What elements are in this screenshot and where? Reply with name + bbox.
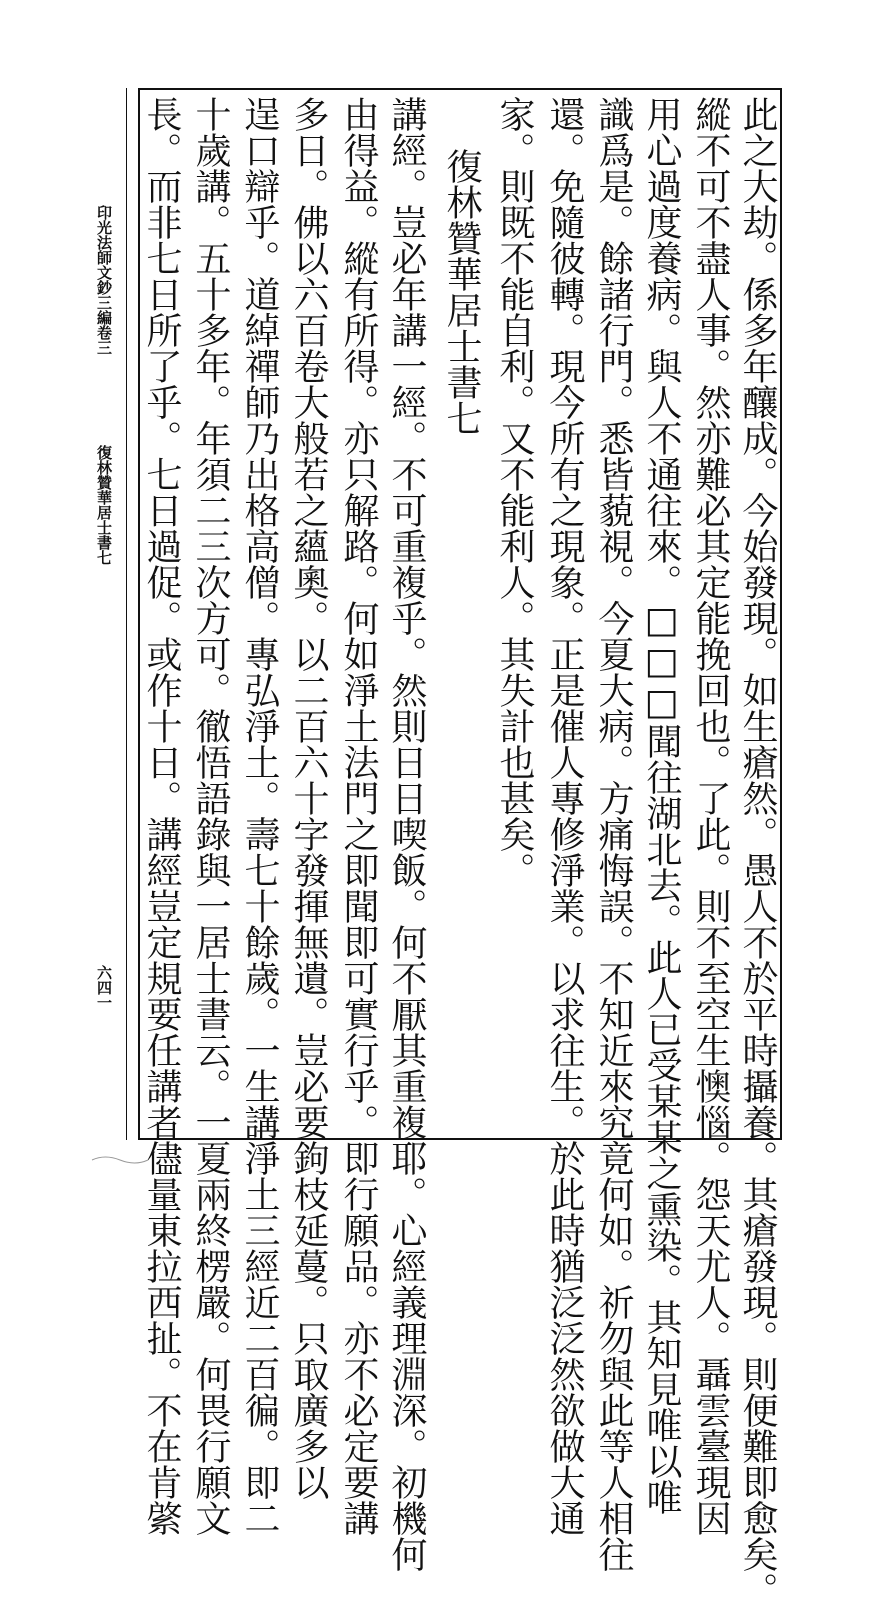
- margin-divider: [126, 88, 127, 1140]
- bottom-fold-mark: [90, 1150, 150, 1170]
- text-column-3: 用心過度養病。與人不通往來。□□□聞往湖北去。此人已受某某之熏染。其知見唯以唯: [641, 96, 682, 1515]
- letter-heading: 復林贊華居士書七: [441, 148, 482, 436]
- text-column-6: 家。則既不能自利。又不能利人。其失計也甚矣。: [494, 96, 535, 888]
- margin-page-number: 六四一: [95, 965, 113, 1010]
- text-column-5: 還。免隨彼轉。現今所有之現象。正是催人專修淨業。以求往生。於此時猶泛泛然欲做大通: [544, 96, 585, 1536]
- text-column-11: 逞口辯乎。道綽禪師乃出格高僧。專弘淨土。壽七十餘歲。一生講淨土三經近二百徧。即二: [239, 96, 280, 1536]
- text-column-13: 長。而非七日所了乎。七日過促。或作十日。講經豈定規要任講者儘量東拉西扯。不在肯綮: [141, 96, 182, 1536]
- text-column-8: 講經。豈必年講一經。不可重複乎。然則日日喫飯。何不厭其重複耶。心經義理淵深。初機何: [386, 96, 427, 1572]
- text-column-10: 多日。佛以六百卷大般若之蘊奧。以二百六十字發揮無遺。豈必要鉤枝延蔓。只取廣多以: [288, 96, 329, 1500]
- text-column-9: 由得益。縱有所得。亦只解路。何如淨土法門之即聞即可實行乎。即行願品。亦不必定要講: [338, 96, 379, 1536]
- text-column-12: 十歲講。五十多年。年須二三次方可。徹悟語錄與一居士書云。一夏兩終楞嚴。何畏行願文: [190, 96, 231, 1536]
- text-column-1: 此之大劫。係多年釀成。今始發現。如生瘡然。愚人不於平時攝養。其瘡發現。則便難即愈矣。: [737, 96, 778, 1608]
- text-column-2: 縱不可不盡人事。然亦難必其定能挽回也。了此。則不至空生懊惱。怨天尤人。聶雲臺現因: [690, 96, 731, 1536]
- margin-section-title: 復林贊華居士書七: [95, 445, 113, 565]
- text-column-4: 識爲是。餘諸行門。悉皆藐視。今夏大病。方痛悔誤。不知近來究竟何如。祈勿與此等人相往: [593, 96, 634, 1572]
- margin-book-title: 印光法師文鈔三編卷三: [95, 205, 113, 355]
